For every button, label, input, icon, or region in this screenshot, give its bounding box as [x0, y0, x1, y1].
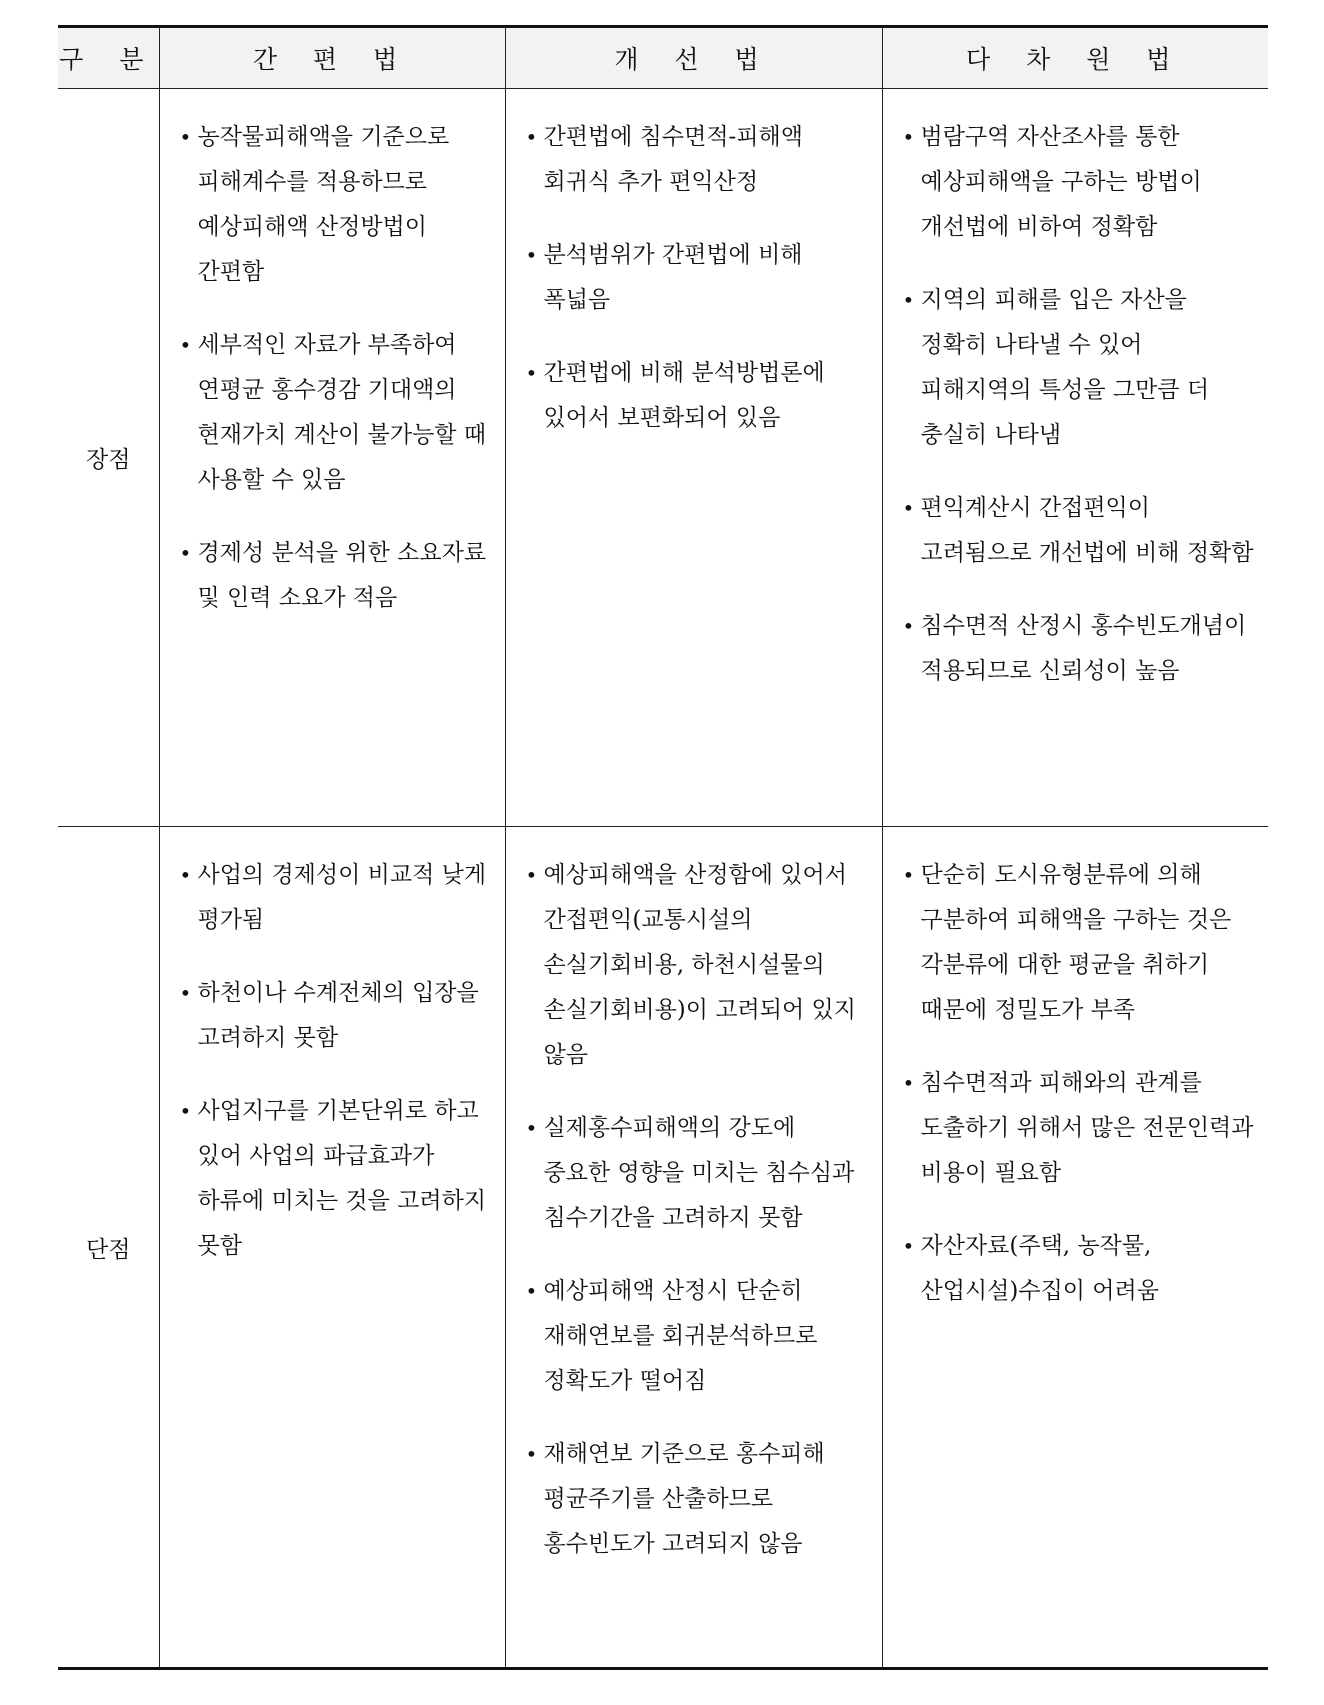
list-item: • 단순히 도시유형분류에 의해 구분하여 피해액을 구하는 것은 각분류에 대한 평균을 취하기 때문에 정밀도가 부족	[921, 853, 1255, 1033]
cell-disadvantages-multidimensional	[882, 827, 1268, 1669]
list-item: • 간편법에 비해 분석방법론에 있어서 보편화되어 있음	[544, 351, 868, 441]
cell-disadvantages-improved	[505, 827, 882, 1669]
header-improved-method: 개 선 법	[505, 27, 882, 89]
cell-disadvantages-simple	[159, 827, 505, 1669]
list-item: • 하천이나 수계전체의 입장을 고려하지 못함	[198, 971, 491, 1061]
list-item: • 간편법에 침수면적-피해액 회귀식 추가 편익산정	[544, 115, 868, 205]
list-item: • 분석범위가 간편법에 비해 폭넓음	[544, 233, 868, 323]
bullet-list	[160, 827, 505, 1269]
list-item: • 지역의 피해를 입은 자산을 정확히 나타낼 수 있어 피해지역의 특성을 그만큼 더 충실히 나타냄	[921, 278, 1255, 458]
list-item: • 자산자료(주택, 농작물, 산업시설)수집이 어려움	[921, 1224, 1255, 1314]
list-item: • 경제성 분석을 위한 소요자료 및 인력 소요가 적음	[198, 531, 491, 621]
list-item: • 침수면적 산정시 홍수빈도개념이 적용되므로 신뢰성이 높음	[921, 604, 1255, 694]
list-item: • 사업지구를 기본단위로 하고 있어 사업의 파급효과가 하류에 미치는 것을 고려하지 못함	[198, 1089, 491, 1269]
row-label-advantages: 장점	[58, 89, 159, 827]
header-category: 구 분	[58, 27, 159, 89]
list-item: • 편익계산시 간접편익이 고려됨으로 개선법에 비해 정확함	[921, 486, 1255, 576]
list-item: • 재해연보 기준으로 홍수피해 평균주기를 산출하므로 홍수빈도가 고려되지 않음	[544, 1432, 868, 1567]
row-label-disadvantages: 단점	[58, 827, 159, 1669]
list-item: • 예상피해액을 산정함에 있어서 간접편익(교통시설의 손실기회비용, 하천시설물의 손실기회비용)이 고려되어 있지 않음	[544, 853, 868, 1078]
comparison-table	[58, 25, 1268, 1670]
cell-advantages-simple	[159, 89, 505, 827]
header-row	[58, 27, 1268, 89]
list-item: • 세부적인 자료가 부족하여 연평균 홍수경감 기대액의 현재가치 계산이 불가능할 때 사용할 수 있음	[198, 323, 491, 503]
list-item: • 예상피해액 산정시 단순히 재해연보를 회귀분석하므로 정확도가 떨어짐	[544, 1269, 868, 1404]
list-item: • 범람구역 자산조사를 통한 예상피해액을 구하는 방법이 개선법에 비하여 정확함	[921, 115, 1255, 250]
table-row-disadvantages	[58, 827, 1268, 1669]
cell-advantages-improved	[505, 89, 882, 827]
list-item: • 침수면적과 피해와의 관계를 도출하기 위해서 많은 전문인력과 비용이 필요함	[921, 1061, 1255, 1196]
table-row-advantages	[58, 89, 1268, 827]
bullet-list	[160, 89, 505, 621]
bullet-list	[883, 89, 1269, 694]
bullet-list	[883, 827, 1269, 1314]
cell-advantages-multidimensional	[882, 89, 1268, 827]
header-multidimensional-method: 다 차 원 법	[882, 27, 1268, 89]
list-item: • 실제홍수피해액의 강도에 중요한 영향을 미치는 침수심과 침수기간을 고려하지 못함	[544, 1106, 868, 1241]
bullet-list	[506, 827, 882, 1567]
list-item: • 사업의 경제성이 비교적 낮게 평가됨	[198, 853, 491, 943]
header-simple-method: 간 편 법	[159, 27, 505, 89]
list-item: • 농작물피해액을 기준으로 피해계수를 적용하므로 예상피해액 산정방법이 간편함	[198, 115, 491, 295]
bullet-list	[506, 89, 882, 441]
